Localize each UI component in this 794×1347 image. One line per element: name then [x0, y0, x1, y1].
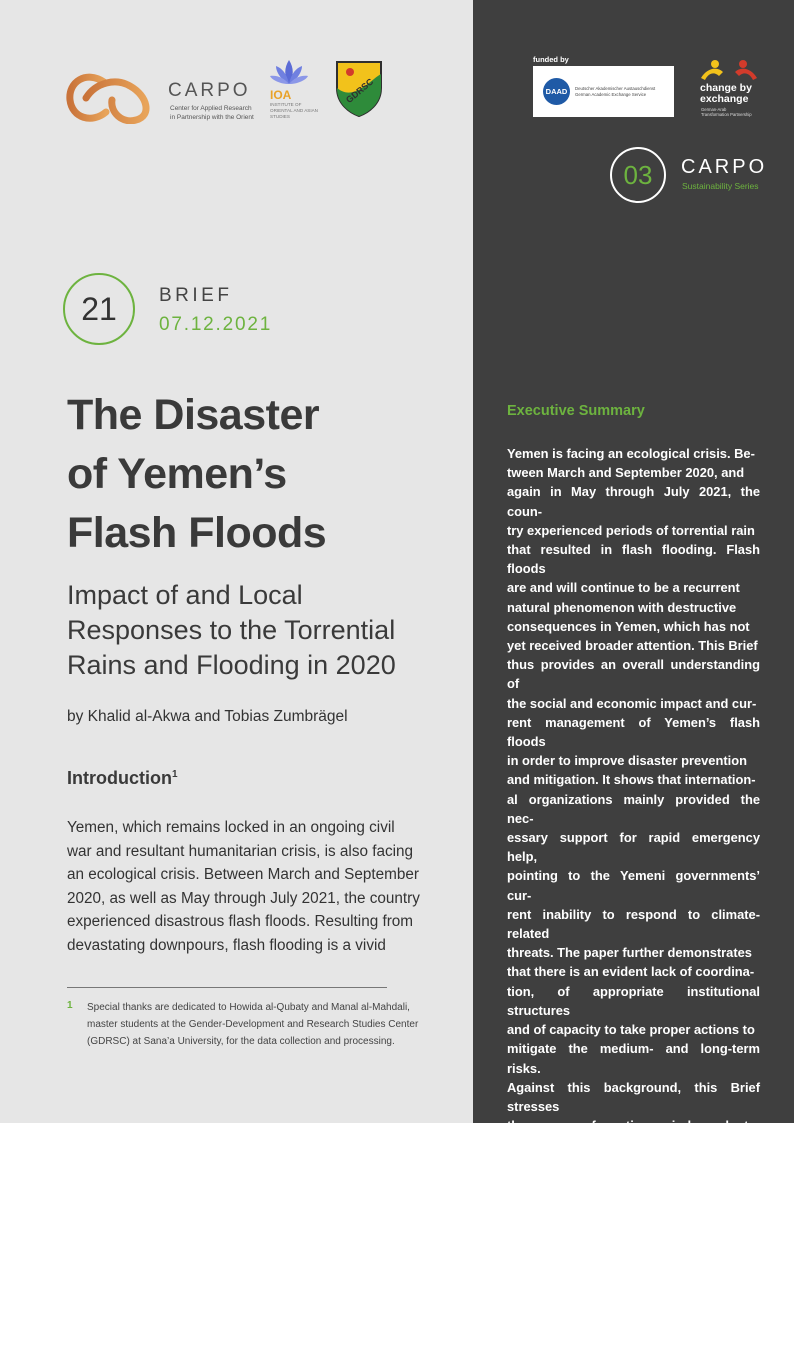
carpo-logo-icon: [66, 72, 158, 124]
series-name: CARPO: [681, 156, 768, 178]
series-number-badge: [610, 147, 666, 203]
lotus-icon: [268, 58, 310, 88]
ioa-subtitle: INSTITUTE OF ORIENTAL AND ASIAN STUDIES: [270, 102, 318, 119]
footnote-text: Special thanks are dedicated to Howida al-Qubaty and Manal al-Mahdali, master students at the Gender-Development and Research Studies Center (GDRSC) at Sana’a University, for the data collection and processing.: [87, 1002, 419, 1047]
daad-text: Deutscher Akademischer Austauschdienst German Academic Exchange Service: [575, 86, 656, 97]
footnote-number: 1: [67, 1000, 73, 1011]
series-label: Sustainability Series: [682, 181, 759, 191]
intro-body: Yemen, which remains locked in an ongoing civil war and resultant humanitarian crisis, is also facing an ecological crisis. Between March and September 2020, as well as May through July 2021, the country experienced disastrous flash floods. Resulting from devastating downpours, flash flooding is a vivid: [67, 819, 420, 954]
brief-label: BRIEF: [159, 285, 233, 306]
gdrsc-logo-text: GDRSC: [343, 76, 376, 106]
authors: by Khalid al-Akwa and Tobias Zumbrägel: [67, 708, 348, 725]
daad-icon: DAAD: [543, 78, 570, 105]
brief-number-badge: [63, 273, 135, 345]
page-title: The Disaster of Yemen’s Flash Floods: [67, 391, 327, 557]
ioa-logo-text: IOA: [270, 88, 292, 102]
change-by-exchange-text: change by exchange: [700, 82, 752, 105]
daad-logo: [533, 66, 674, 117]
brief-date: 07.12.2021: [159, 314, 273, 335]
page-subtitle: Impact of and Local Responses to the Torrential Rains and Flooding in 2020: [67, 580, 396, 680]
gdrsc-shield-icon: [334, 58, 384, 118]
carpo-logo-text: CARPO: [168, 80, 251, 101]
change-by-exchange-icon: [697, 58, 761, 84]
footnote-reference[interactable]: 1: [171, 769, 178, 780]
executive-summary-body: Yemen is facing an ecological crisis. Be- tween March and September 2020, and again in May through July 2021, the coun- try experienced periods of torrential rain that resulted in flash flooding. Flash floods are and will continue to be a recurrent natural phenomenon with destructive consequences in Yemen, which has not yet received broader attention. This Brief thus provides an overall understanding of the social and economic impact and cur- rent management of Yemen’s flash floods in order to improve disaster prevention and mitigation. It shows that internation- al organizations mainly provided the nec- essary support for rapid emergency help, pointing to the Yemeni governments’ cur- rent inability to respond to climate-related threats. The paper further demonstrates that there is an evident lack of coordina- tion, of appropriate institutional structures and of capacity to take proper actions to mitigate the medium- and long-term risks. Against this background, this Brief stresses the urgency of creating an independent environmental advisory body, comprised of a range of stakeholders and experts, to coordinate environmental reconstruction work and enhance tangible climate action into future strategies and interventions of national governance management and in- ternational humanitarian assistance.: [507, 446, 760, 1345]
intro-heading: Introduction$^1$: [67, 768, 178, 788]
series-number: 03: [623, 160, 653, 190]
brief-number: 21: [81, 291, 117, 327]
funded-by-label: funded by: [533, 55, 569, 64]
carpo-tagline: Center for Applied Research in Partnership with the Orient: [170, 105, 254, 121]
footnote-divider: [67, 987, 387, 988]
executive-summary-heading: Executive Summary: [507, 403, 645, 419]
change-by-exchange-subtitle: German-Arab Transformation Partnership: [701, 107, 752, 117]
